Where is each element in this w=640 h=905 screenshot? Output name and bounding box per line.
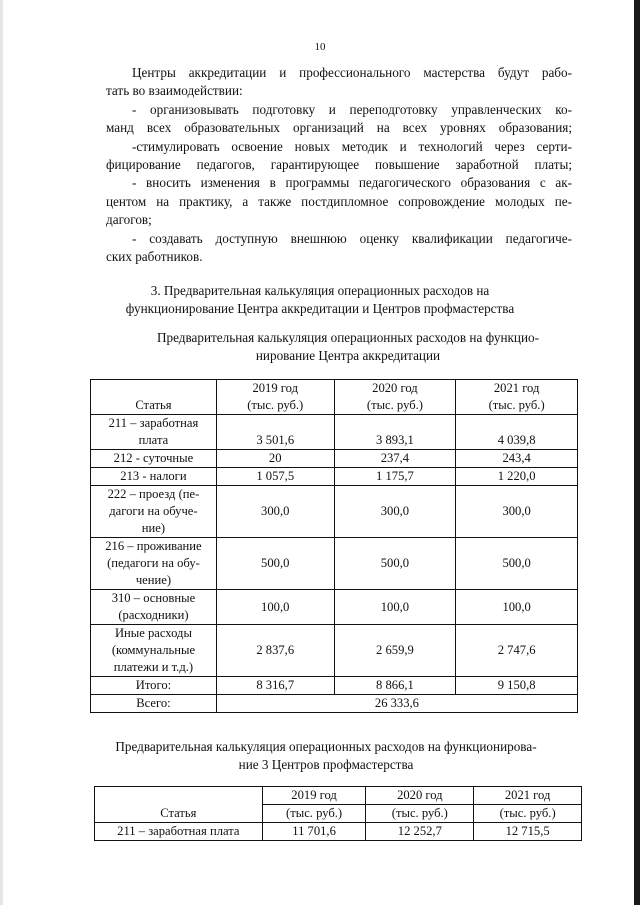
cell-2021: 300,0 — [456, 486, 578, 538]
cell-2020: 8 866,1 — [334, 677, 456, 695]
intro-line: центом на практику, а также постдипломное сопровождение молодых пе- — [106, 193, 572, 209]
row-item: 213 - налоги — [91, 468, 217, 486]
header-unit: (тыс. руб.) — [474, 804, 581, 822]
intro-line: фицирование педагогов, гарантирующее повышение заработной платы; — [106, 156, 572, 172]
row-item — [91, 415, 217, 450]
cell-2020: 100,0 — [334, 590, 456, 625]
intro-line: дагогов; — [106, 212, 152, 228]
intro-line: ских работников. — [106, 248, 203, 264]
cell-2019: 1 057,5 — [216, 468, 334, 486]
cell-2019: 2 837,6 — [216, 625, 334, 677]
cell-2019: 11 701,6 — [262, 823, 366, 841]
header-item: Статья — [91, 380, 217, 415]
header-year: 2021 год — [493, 381, 540, 395]
section-heading — [0, 282, 640, 319]
cell-2020: 300,0 — [334, 486, 456, 538]
cell-2019: 100,0 — [216, 590, 334, 625]
intro-line: манд всех образовательных организаций на всех уровнях образования; — [106, 120, 572, 136]
row-item-line: ние) — [141, 521, 166, 535]
cell-2019: 500,0 — [216, 538, 334, 590]
row-item-line: платежи и т.д.) — [113, 660, 194, 674]
header-2020 — [366, 787, 474, 823]
cell-2021: 1 220,0 — [456, 468, 578, 486]
header-year: 2019 год — [291, 788, 337, 802]
table-row — [91, 590, 578, 625]
table-header-row — [91, 380, 578, 415]
table-row — [95, 823, 582, 841]
table2-caption-line: Предварительная калькуляция операционных расходов на функционирова- — [115, 739, 537, 754]
header-2021 — [456, 380, 578, 415]
cell-2021: 4 039,8 — [456, 415, 578, 450]
intro-line: -стимулировать освоение новых методик и технологий через серти- — [132, 138, 572, 154]
cell-2020: 2 659,9 — [334, 625, 456, 677]
row-item-line: 222 – проезд (пе- — [107, 487, 200, 501]
header-unit: (тыс. руб.) — [247, 398, 304, 412]
cell-2020: 237,4 — [334, 450, 456, 468]
scan-left-edge — [0, 0, 3, 905]
row-item-line: чение) — [135, 573, 172, 587]
table-row-subtotal — [91, 677, 578, 695]
row-item: 212 - суточные — [91, 450, 217, 468]
header-unit: (тыс. руб.) — [366, 398, 423, 412]
cell-2019: 8 316,7 — [216, 677, 334, 695]
intro-paragraph — [106, 64, 572, 266]
total-label: Всего: — [91, 695, 217, 713]
header-year: 2019 год — [252, 381, 298, 395]
header-unit: (тыс. руб.) — [488, 398, 545, 412]
header-unit: (тыс. руб.) — [263, 804, 366, 822]
row-item-line: (коммунальные — [111, 643, 196, 657]
intro-line: - создавать доступную внешнюю оценку квалификации педагогиче- — [132, 230, 572, 246]
cell-2021: 9 150,8 — [456, 677, 578, 695]
table-row — [91, 538, 578, 590]
intro-line: - организовывать подготовку и переподготовку управленческих ко- — [132, 101, 572, 117]
section-heading-line: 3. Предварительная калькуляция операционных расходов на — [150, 283, 490, 298]
table-row — [91, 625, 578, 677]
table-header-row — [95, 787, 582, 823]
cell-2021: 2 747,6 — [456, 625, 578, 677]
row-item — [91, 590, 217, 625]
row-item: 211 – заработная плата — [95, 823, 263, 841]
cell-2021: 500,0 — [456, 538, 578, 590]
header-2019 — [216, 380, 334, 415]
cell-2021: 12 715,5 — [474, 823, 582, 841]
table1-caption-line: Предварительная калькуляция операционных расходов на функцио- — [156, 330, 540, 345]
table2-caption — [6, 738, 640, 775]
row-item: Итого: — [91, 677, 217, 695]
row-item-line: 211 – заработная — [108, 416, 199, 430]
intro-line: тать во взаимодействии: — [106, 83, 243, 99]
cell-2021: 100,0 — [456, 590, 578, 625]
table1-caption-line: нирование Центра аккредитации — [255, 348, 441, 364]
page-number: 10 — [314, 41, 326, 53]
cell-2019: 3 501,6 — [216, 415, 334, 450]
table-row — [91, 468, 578, 486]
table1-operational-costs-accreditation — [90, 379, 578, 713]
header-year: 2020 год — [372, 381, 418, 395]
header-2020 — [334, 380, 456, 415]
cell-2019: 300,0 — [216, 486, 334, 538]
header-2021 — [474, 787, 582, 823]
table-row — [91, 486, 578, 538]
table1-caption — [28, 329, 640, 366]
row-item — [91, 538, 217, 590]
header-2019 — [262, 787, 366, 823]
row-item — [91, 486, 217, 538]
row-item-line: плата — [138, 433, 169, 447]
row-item-line: дагоги на обуче- — [109, 504, 198, 518]
header-item: Статья — [95, 787, 263, 823]
cell-2020: 500,0 — [334, 538, 456, 590]
cell-2021: 243,4 — [456, 450, 578, 468]
table2-operational-costs-prof-centers — [94, 786, 582, 841]
header-year: 2020 год — [397, 788, 443, 802]
section-heading-line: функционирование Центра аккредитации и Центров профмастерства — [125, 301, 515, 317]
cell-2020: 3 893,1 — [334, 415, 456, 450]
row-item-line: (педагоги на обу- — [107, 556, 200, 570]
table-row-total — [91, 695, 578, 713]
row-item-line: 310 – основные — [111, 591, 196, 605]
table-row — [91, 415, 578, 450]
header-unit: (тыс. руб.) — [366, 804, 473, 822]
table-row — [91, 450, 578, 468]
cell-2020: 12 252,7 — [366, 823, 474, 841]
total-value: 26 333,6 — [216, 695, 577, 713]
intro-line: Центры аккредитации и профессионального мастерства будут рабо- — [132, 65, 572, 80]
intro-line: - вносить изменения в программы педагогического образования с ак- — [132, 175, 572, 191]
row-item — [91, 625, 217, 677]
cell-2020: 1 175,7 — [334, 468, 456, 486]
row-item-line: (расходники) — [118, 608, 189, 622]
row-item-line: 216 – проживание — [105, 539, 202, 553]
table2-caption-line: ние 3 Центров профмастерства — [238, 757, 414, 773]
row-item-line: Иные расходы — [114, 626, 192, 640]
header-year: 2021 год — [504, 788, 551, 802]
cell-2019: 20 — [216, 450, 334, 468]
